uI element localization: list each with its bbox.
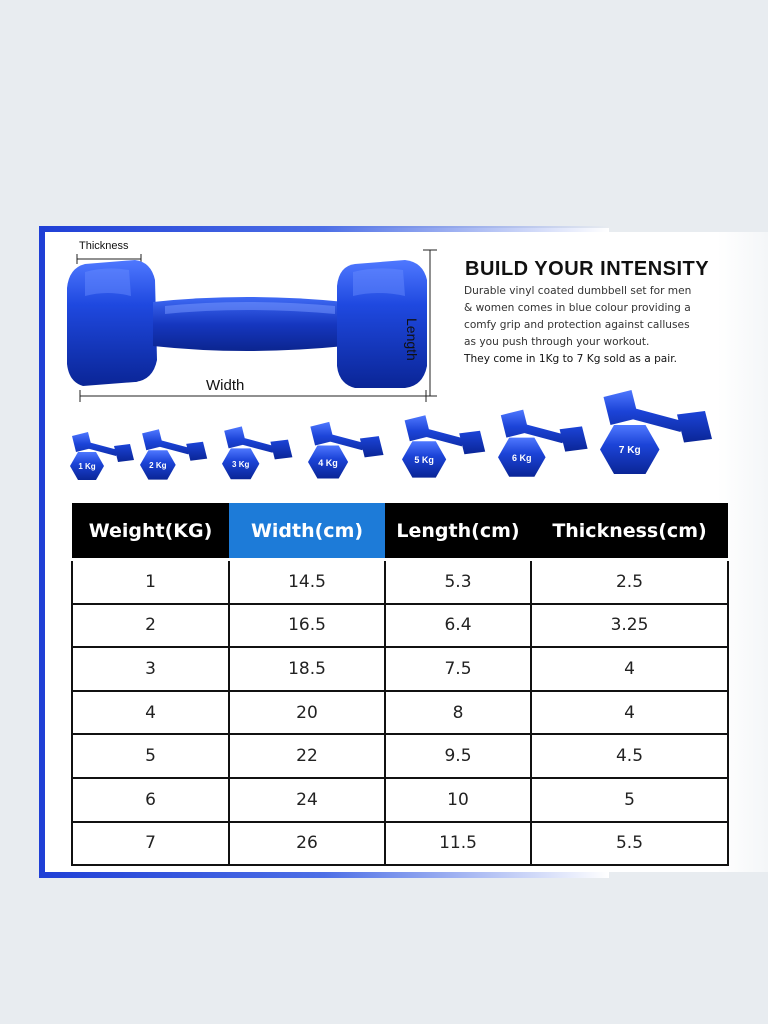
table-cell: 4 — [531, 691, 728, 735]
dumbbell-weight-label: 3 Kg — [232, 459, 250, 469]
dumbbell-weight-label: 1 Kg — [78, 462, 96, 471]
dumbbell-weight-label: 5 Kg — [414, 454, 434, 465]
dumbbell-weight-label: 4 Kg — [318, 457, 338, 468]
table-row — [72, 604, 728, 648]
table-cell: 4.5 — [531, 734, 728, 778]
table-cell: 14.5 — [229, 560, 385, 604]
table-cell: 4 — [531, 647, 728, 691]
length-label: Length — [404, 318, 420, 361]
table-row — [72, 734, 728, 778]
table-row — [72, 560, 728, 604]
column-header-thickness: Thickness(cm) — [531, 503, 728, 560]
frame-top-border — [39, 226, 609, 232]
table-cell: 9.5 — [385, 734, 531, 778]
dumbbell-weight-label: 2 Kg — [149, 460, 167, 470]
column-header-length: Length(cm) — [385, 503, 531, 560]
table-cell: 3 — [72, 647, 229, 691]
table-cell: 16.5 — [229, 604, 385, 648]
frame-left-border — [39, 226, 45, 878]
table-cell: 7 — [72, 822, 229, 866]
table-cell: 22 — [229, 734, 385, 778]
table-cell: 3.25 — [531, 604, 728, 648]
table-cell: 18.5 — [229, 647, 385, 691]
dumbbell-size-lineup — [60, 388, 740, 493]
thickness-label: Thickness — [79, 240, 129, 252]
table-cell: 5 — [72, 734, 229, 778]
description-line: & women comes in blue colour providing a — [464, 302, 691, 314]
width-label: Width — [206, 377, 245, 394]
column-header-width: Width(cm) — [229, 503, 385, 560]
table-cell: 2.5 — [531, 560, 728, 604]
product-description — [464, 283, 734, 368]
table-cell: 4 — [72, 691, 229, 735]
table-cell: 5 — [531, 778, 728, 822]
dumbbell-pair-4 — [308, 422, 384, 479]
table-cell: 24 — [229, 778, 385, 822]
table-cell: 1 — [72, 560, 229, 604]
table-header-row — [72, 503, 728, 560]
table-cell: 5.3 — [385, 560, 531, 604]
description-line: as you push through your workout. — [464, 336, 650, 348]
table-cell: 5.5 — [531, 822, 728, 866]
table-row — [72, 691, 728, 735]
size-table — [71, 503, 727, 866]
description-line: They come in 1Kg to 7 Kg sold as a pair. — [464, 353, 677, 365]
table-row — [72, 778, 728, 822]
dumbbell-pair-3 — [222, 426, 292, 479]
description-line: comfy grip and protection against calluses — [464, 319, 690, 331]
dumbbell-weight-label: 7 Kg — [618, 444, 641, 456]
table-row — [72, 647, 728, 691]
table-cell: 2 — [72, 604, 229, 648]
dumbbell-diagram — [55, 240, 455, 410]
table-cell: 8 — [385, 691, 531, 735]
table-cell: 7.5 — [385, 647, 531, 691]
dumbbell-pair-6 — [498, 410, 588, 477]
dumbbell-pair-2 — [140, 429, 207, 479]
description-line: Durable vinyl coated dumbbell set for men — [464, 285, 692, 297]
table-cell: 6.4 — [385, 604, 531, 648]
dumbbell-pair-5 — [402, 415, 485, 477]
table-cell: 20 — [229, 691, 385, 735]
dumbbell-weight-label: 6 Kg — [512, 452, 532, 463]
dumbbell-pair-7 — [600, 390, 712, 474]
frame-bottom-border — [39, 872, 609, 878]
dumbbell-pair-1 — [70, 432, 134, 480]
table-cell: 10 — [385, 778, 531, 822]
table-row — [72, 822, 728, 866]
table-cell: 26 — [229, 822, 385, 866]
table-cell: 6 — [72, 778, 229, 822]
table-cell: 11.5 — [385, 822, 531, 866]
column-header-weight: Weight(KG) — [72, 503, 229, 560]
page-title: BUILD YOUR INTENSITY — [465, 258, 710, 280]
